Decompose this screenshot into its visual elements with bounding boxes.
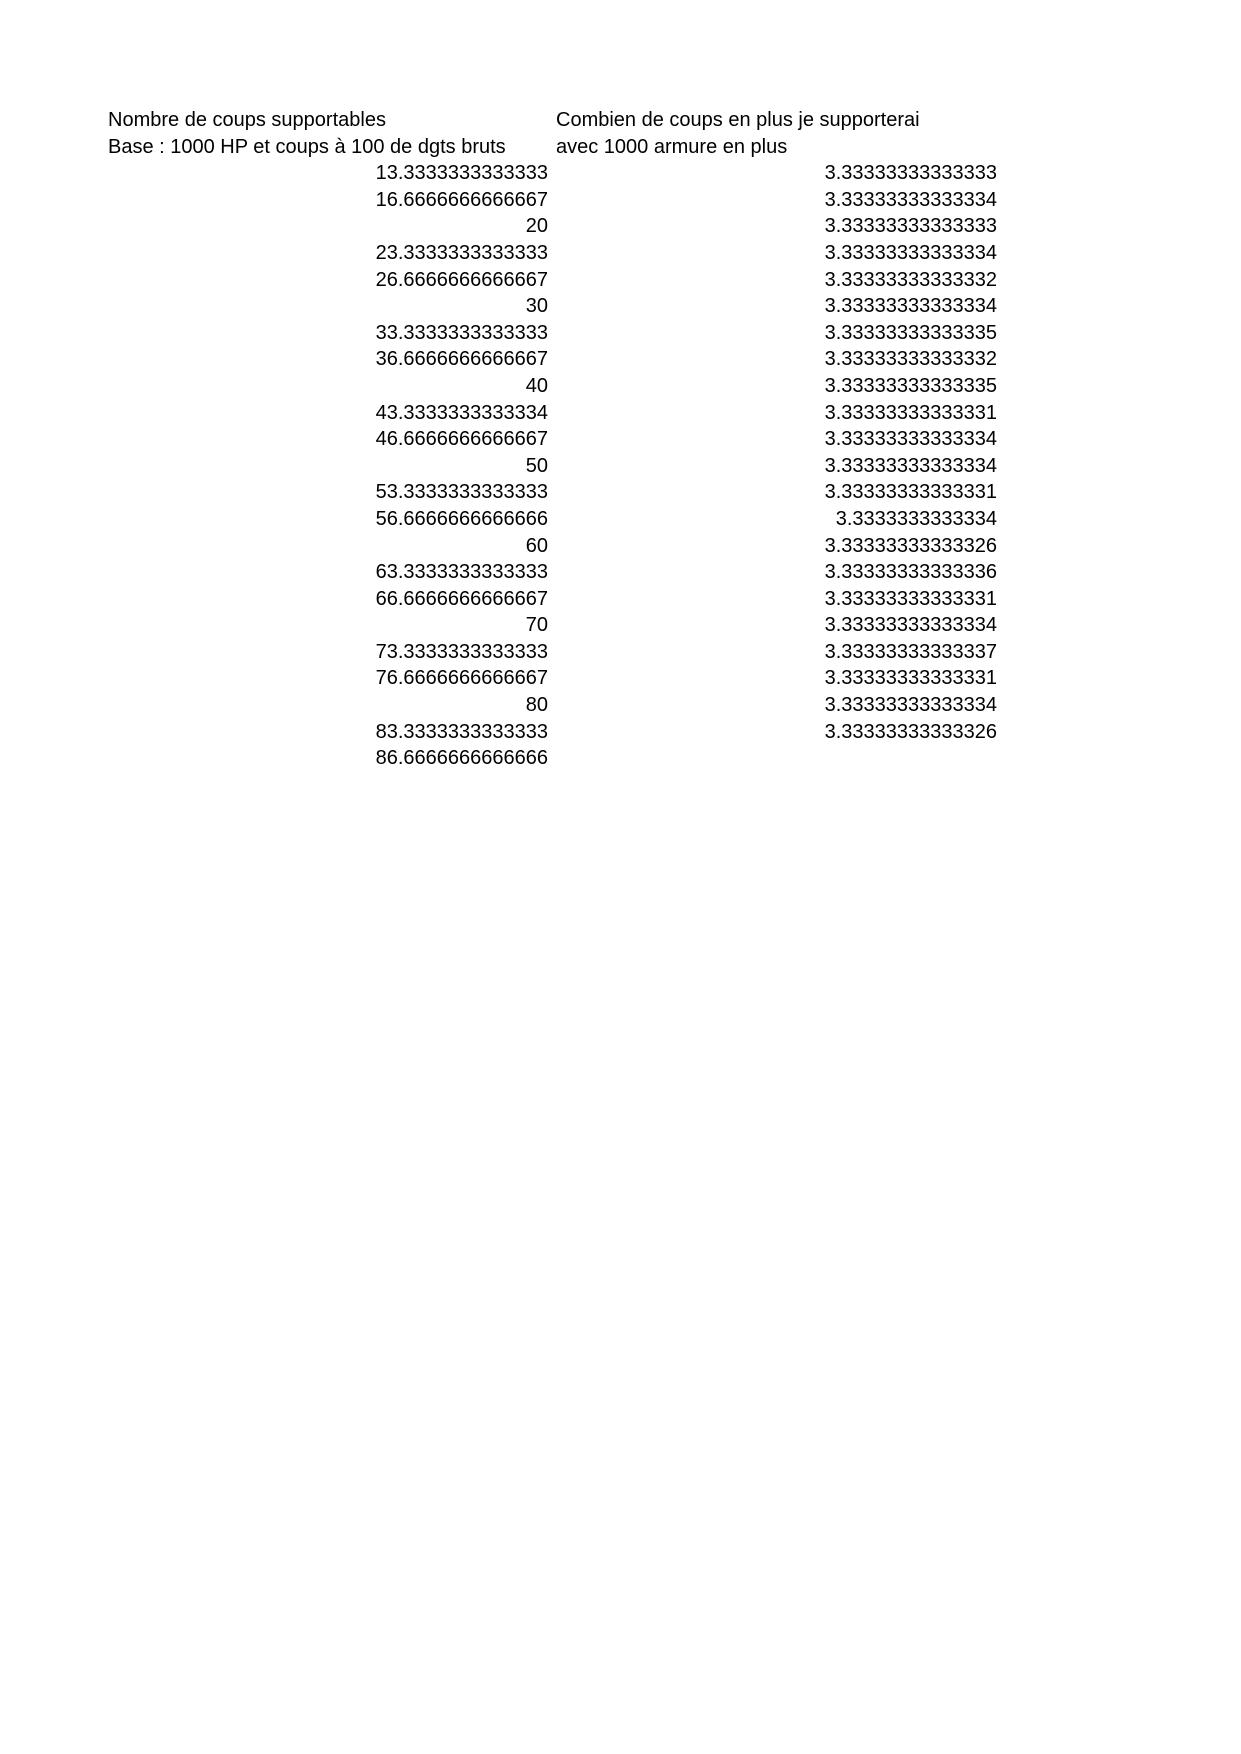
value-cell: 33.3333333333333 xyxy=(375,321,548,344)
value-cell: 3.33333333333331 xyxy=(824,401,997,424)
value-cell: 3.33333333333331 xyxy=(824,587,997,610)
value-cell: 86.6666666666666 xyxy=(375,747,548,770)
value-cell: 30 xyxy=(525,295,548,318)
value-cell: 3.33333333333326 xyxy=(824,720,997,743)
value-cell: 3.33333333333326 xyxy=(824,534,997,557)
value-cell: 3.33333333333334 xyxy=(824,614,997,637)
value-cell: 36.6666666666667 xyxy=(375,348,548,371)
right-column-header xyxy=(556,107,920,160)
value-cell: 20 xyxy=(525,215,548,238)
value-cell: 53.3333333333333 xyxy=(375,481,548,504)
value-cell: 3.33333333333332 xyxy=(824,268,997,291)
value-cell: 3.33333333333334 xyxy=(824,295,997,318)
value-cell: 13.3333333333333 xyxy=(375,162,548,185)
value-cell: 3.33333333333334 xyxy=(824,241,997,264)
value-cell: 40 xyxy=(525,374,548,397)
value-cell: 83.3333333333333 xyxy=(375,720,548,743)
value-cell: 50 xyxy=(525,454,548,477)
value-cell: 76.6666666666667 xyxy=(375,667,548,690)
value-cell: 3.33333333333337 xyxy=(824,640,997,663)
value-cell: 3.3333333333334 xyxy=(835,507,997,530)
value-cell: 23.3333333333333 xyxy=(375,241,548,264)
value-cell: 3.33333333333334 xyxy=(824,454,997,477)
value-cell: 43.3333333333334 xyxy=(375,401,548,424)
value-cell: 26.6666666666667 xyxy=(375,268,548,291)
value-cell: 46.6666666666667 xyxy=(375,428,548,451)
value-cell: 3.33333333333334 xyxy=(824,694,997,717)
value-cell: 16.6666666666667 xyxy=(375,188,548,211)
left-values-column xyxy=(108,160,548,772)
value-cell: 3.33333333333332 xyxy=(824,348,997,371)
value-cell: 3.33333333333334 xyxy=(824,188,997,211)
value-cell: 3.33333333333334 xyxy=(824,428,997,451)
value-cell: 3.33333333333335 xyxy=(824,321,997,344)
right-values-column xyxy=(556,160,997,745)
value-cell: 63.3333333333333 xyxy=(375,561,548,584)
right-column-title: Combien de coups en plus je supporterai xyxy=(556,109,920,131)
left-column-header xyxy=(108,107,506,160)
left-column-title: Nombre de coups supportables xyxy=(108,109,386,131)
right-column-subtitle: avec 1000 armure en plus xyxy=(556,135,788,158)
value-cell: 3.33333333333331 xyxy=(824,667,997,690)
left-column-subtitle: Base : 1000 HP et coups à 100 de dgts bruts xyxy=(108,135,506,158)
value-cell: 3.33333333333331 xyxy=(824,481,997,504)
value-cell: 70 xyxy=(525,614,548,637)
value-cell: 3.33333333333335 xyxy=(824,374,997,397)
value-cell: 3.33333333333336 xyxy=(824,561,997,584)
value-cell: 80 xyxy=(525,694,548,717)
value-cell: 3.33333333333333 xyxy=(824,215,997,238)
value-cell: 73.3333333333333 xyxy=(375,640,548,663)
value-cell: 66.6666666666667 xyxy=(375,587,548,610)
value-cell: 60 xyxy=(525,534,548,557)
value-cell: 56.6666666666666 xyxy=(375,507,548,530)
value-cell: 3.33333333333333 xyxy=(824,162,997,185)
